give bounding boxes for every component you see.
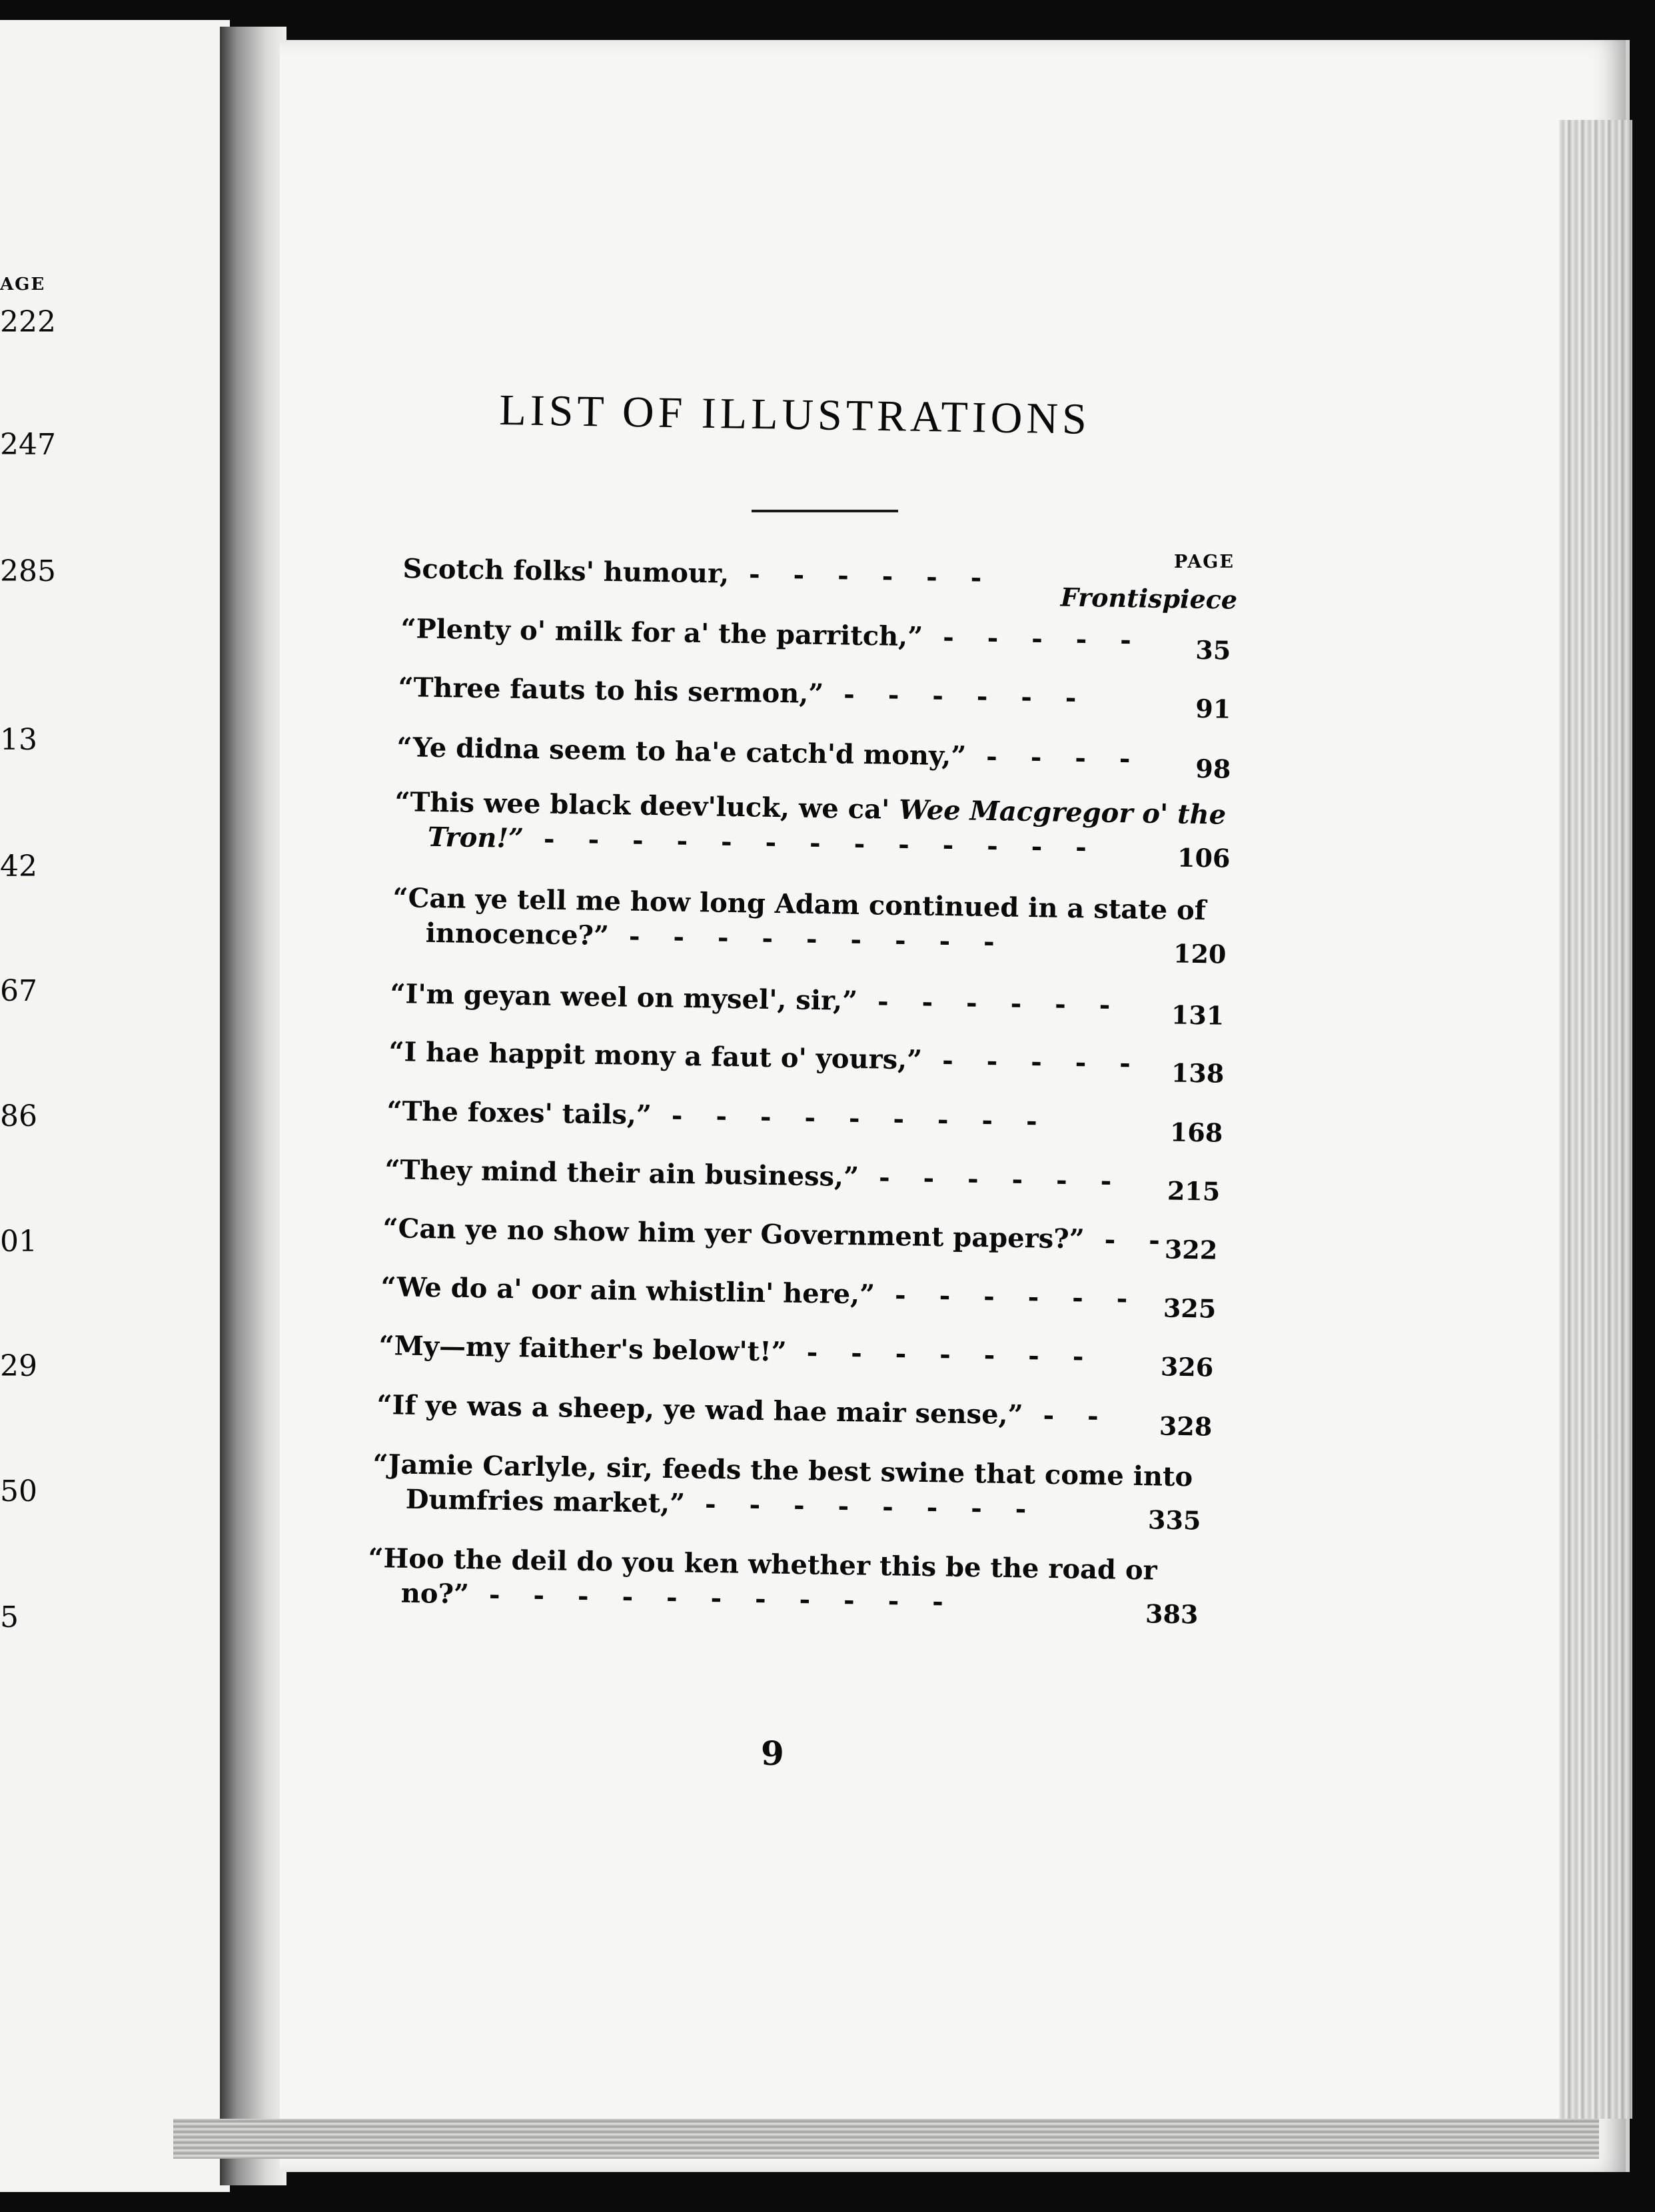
illustration-caption-line (386, 1094, 1223, 1142)
illustration-caption-line (396, 730, 1231, 778)
facing-page-number: 01 (0, 1225, 37, 1259)
caption-text: “Plenty o' milk for a' the parritch,” (400, 612, 923, 653)
facing-page-number: 247 (0, 428, 56, 462)
leader-dashes: - - - - (985, 740, 1143, 775)
leader-dashes: - - - - - - (878, 1161, 1124, 1197)
illustration-entry (392, 881, 1227, 969)
leader-dashes: - - (1043, 1399, 1111, 1432)
caption-text: “Can ye tell me how long Adam continued in a state of (392, 881, 1207, 927)
caption-text: “My—my faither's below't!” (378, 1329, 788, 1368)
facing-page-number: 29 (0, 1349, 37, 1383)
caption-italic-text: Wee Macgregor o' the (898, 794, 1227, 831)
caption-text: “Ye didna seem to ha'e catch'd mony,” (396, 731, 967, 772)
leader-dashes: - - - - - - (843, 678, 1089, 714)
caption-italic-text: Tron!” (427, 821, 524, 855)
caption-text: “Hoo the deil do you ken whether this be the road or (368, 1542, 1158, 1586)
illustration-entry (394, 785, 1231, 873)
illustration-entry (382, 1211, 1218, 1265)
illustration-page-number: 168 (1169, 1117, 1223, 1148)
illustration-caption-line (400, 612, 1231, 660)
leader-dashes: - - - - - (941, 1045, 1143, 1079)
illustration-page-number: Frontispiece (1060, 582, 1238, 615)
facing-page-number: 50 (0, 1474, 37, 1508)
illustration-entry (384, 1153, 1221, 1207)
illustration-page-number: 138 (1171, 1057, 1225, 1089)
illustration-entry (396, 730, 1231, 784)
caption-text: innocence?” (425, 917, 610, 952)
illustration-entry (400, 612, 1231, 666)
illustration-entry (390, 977, 1225, 1031)
page-title: LIST OF ILLUSTRATIONS (498, 385, 1091, 444)
illustration-caption-line (388, 1035, 1225, 1083)
illustration-page-number: 98 (1195, 753, 1231, 784)
leader-dashes: - - - - - - (877, 985, 1123, 1021)
leader-dashes: - - (1104, 1224, 1173, 1257)
caption-text: “This wee black deev'luck, we ca' (394, 786, 899, 826)
leader-dashes: - - - - - - - - - (628, 920, 1007, 958)
facing-page-number: 5 (0, 1600, 19, 1634)
facing-page-number: 13 (0, 723, 37, 757)
caption-text: no?” (400, 1577, 470, 1610)
illustration-entry (376, 1388, 1213, 1442)
illustration-entry (380, 1270, 1217, 1324)
illustration-page-number: 325 (1163, 1293, 1217, 1324)
illustration-entry (402, 552, 1238, 615)
illustration-page-number: 383 (1145, 1598, 1199, 1630)
illustration-page-number: 322 (1164, 1234, 1218, 1265)
caption-text: “Three fauts to his sermon,” (398, 671, 824, 710)
leader-dashes: - - - - - - - (806, 1337, 1096, 1373)
illustration-caption-line (376, 1388, 1213, 1436)
illustration-page-number: 215 (1167, 1175, 1221, 1207)
facing-page-number: 67 (0, 974, 37, 1008)
illustration-caption-line (380, 1270, 1217, 1318)
caption-text: “The foxes' tails,” (386, 1095, 652, 1131)
facing-page-number: 86 (0, 1099, 37, 1133)
leader-dashes: - - - - - - (748, 558, 994, 594)
page-number: 9 (761, 1734, 784, 1773)
page-column-head: PAGE (1174, 552, 1235, 572)
caption-text: Scotch folks' humour, (402, 552, 730, 590)
facing-page-number: 42 (0, 849, 37, 883)
illustration-caption-line (390, 977, 1225, 1025)
caption-text: “Jamie Carlyle, sir, feeds the best swine that come into (372, 1448, 1193, 1493)
illustration-page-number: 91 (1195, 693, 1231, 724)
caption-text: “If ye was a sheep, ye wad hae mair sense,” (376, 1388, 1023, 1431)
leader-dashes: - - - - - - - - - - - - - (543, 823, 1099, 863)
facing-page-number: 285 (0, 554, 56, 588)
illustration-page-number: 120 (1173, 938, 1227, 969)
illustration-page-number: 106 (1177, 842, 1231, 873)
leader-dashes: - - - - - - - - - - - (488, 1578, 956, 1618)
leader-dashes: - - - - - - - - - (671, 1099, 1050, 1137)
illustration-entry (378, 1329, 1214, 1382)
caption-text: “I hae happit mony a faut o' yours,” (388, 1035, 923, 1076)
leader-dashes: - - - - - (942, 621, 1144, 656)
illustration-caption-line (382, 1211, 1218, 1259)
illustration-entry (398, 670, 1231, 724)
caption-text: “We do a' oor ain whistlin' here,” (380, 1271, 875, 1311)
illustration-entry (388, 1035, 1225, 1089)
illustration-page-number: 335 (1147, 1504, 1201, 1536)
illustration-page-number: 328 (1159, 1410, 1213, 1442)
leader-dashes: - - - - - - (894, 1279, 1140, 1315)
illustration-page-number: 35 (1195, 634, 1231, 666)
illustration-caption-line (378, 1329, 1214, 1377)
illustration-entry (372, 1447, 1201, 1536)
illustration-entry (367, 1541, 1199, 1630)
facing-page-column-head: AGE (0, 275, 46, 294)
leader-dashes: - - - - - - - - (704, 1488, 1039, 1525)
illustration-page-number: 131 (1171, 999, 1225, 1031)
facing-page-number: 222 (0, 305, 56, 339)
illustration-caption-line (398, 670, 1231, 718)
caption-text: Dumfries market,” (405, 1483, 686, 1520)
illustration-entry (386, 1094, 1223, 1148)
caption-text: “I'm geyan weel on mysel', sir,” (390, 977, 858, 1017)
caption-text: “Can ye no show him yer Government papers?” (382, 1212, 1085, 1255)
illustration-page-number: 326 (1160, 1351, 1214, 1382)
illustration-caption-line (384, 1153, 1221, 1201)
caption-text: “They mind their ain business,” (384, 1153, 859, 1193)
